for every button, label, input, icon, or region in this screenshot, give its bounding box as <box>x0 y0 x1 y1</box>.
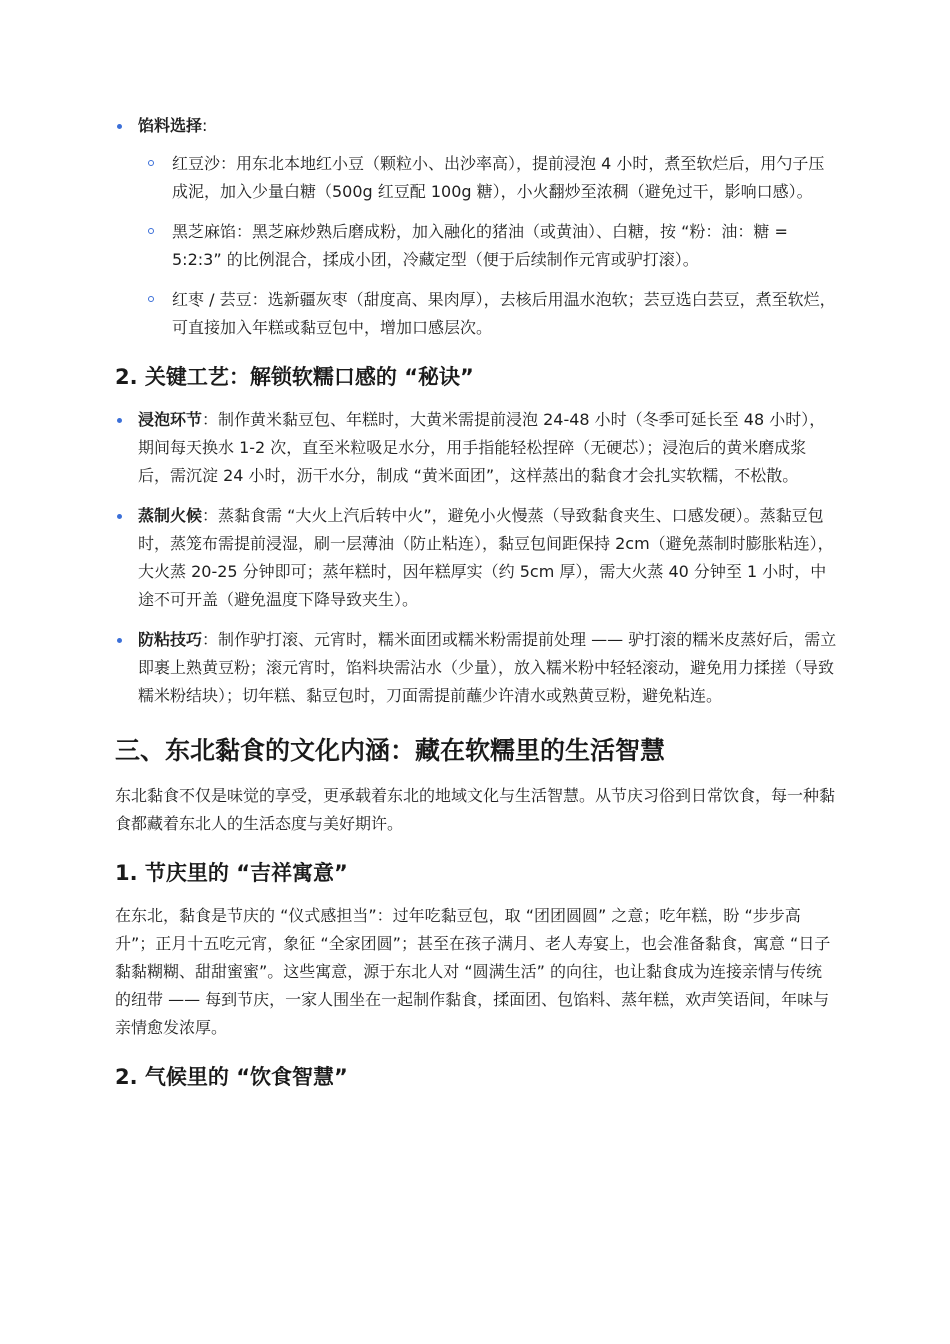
sub-item-black-sesame: 黑芝麻馅：黑芝麻炒熟后磨成粉，加入融化的猪油（或黄油）、白糖，按 “粉：油：糖 = 5:2:3” 的比例混合，揉成小团，冷藏定型（便于后续制作元宵或驴打滚）。 <box>138 218 837 274</box>
climate-heading: 2. 气候里的 “饮食智慧” <box>115 1065 348 1089</box>
section2-heading: 2. 关键工艺：解锁软糯口感的 “秘诀” <box>115 365 474 389</box>
anti-stick-text: ：制作驴打滚、元宵时，糯米面团或糯米粉需提前处理 —— 驴打滚的糯米皮蒸好后，需立即裹上熟黄豆粉；滚元宵时，馅料块需沾水（少量），放入糯米粉中轻轻滚动，避免用力揉搓（导致糯米粉结块）；切年糕、黏豆包时，刀面需提前蘸少许清水或熟黄豆粉，避免粘连。 <box>138 630 837 705</box>
filling-title: 馅料选择 <box>138 116 203 135</box>
soaking-lead: 浸泡环节 <box>138 410 203 429</box>
filling-sub-list <box>138 150 837 342</box>
festival-paragraph: 在东北，黏食是节庆的 “仪式感担当”：过年吃黏豆包，取 “团团圆圆” 之意；吃年糕，盼 “步步高升”；正月十五吃元宵，象征 “全家团圆”；甚至在孩子满月、老人寿宴上，也会准备黏食，寓意 “日子黏黏糊糊、甜甜蜜蜜”。这些寓意，源于东北人对 “圆满生活” 的向往，也让黏食成为连接亲情与传统的纽带 —— 每到节庆，一家人围坐在一起制作黏食，揉面团、包馅料、蒸年糕，欢声笑语间，年味与亲情愈发浓厚。 <box>115 906 831 1037</box>
sub-item-jujube-bean: 红枣 / 芸豆：选新疆灰枣（甜度高、果肉厚），去核后用温水泡软；芸豆选白芸豆，煮至软烂，可直接加入年糕或黏豆包中，增加口感层次。 <box>138 286 837 342</box>
soaking-text: ：制作黄米黏豆包、年糕时，大黄米需提前浸泡 24-48 小时（冬季可延长至 48 小时），期间每天换水 1-2 次，直至米粒吸足水分，用手指能轻松捏碎（无硬芯）；浸泡后的黄米磨成浆后，需沉淀 24 小时，沥干水分，制成 “黄米面团”，这样蒸出的黏食才会扎实软糯，不松散。 <box>138 410 826 485</box>
list-item-steaming <box>115 502 837 614</box>
filling-colon: : <box>202 116 208 135</box>
festival-heading: 1. 节庆里的 “吉祥寓意” <box>115 861 348 885</box>
steaming-lead: 蒸制火候 <box>138 506 203 525</box>
list-item-anti-stick <box>115 626 837 710</box>
document-page <box>115 112 837 1106</box>
sub-item-red-bean: 红豆沙：用东北本地红小豆（颗粒小、出沙率高），提前浸泡 4 小时，煮至软烂后，用勺子压成泥，加入少量白糖（500g 红豆配 100g 糖），小火翻炒至浓稠（避免过干，影响口感）。 <box>138 150 837 206</box>
steaming-text: ：蒸黏食需 “大火上汽后转中火”，避免小火慢蒸（导致黏食夹生、口感发硬）。蒸黏豆包时，蒸笼布需提前浸湿，刷一层薄油（防止粘连），黏豆包间距保持 2cm（避免蒸制时膨胀粘连），大火蒸 20-25 分钟即可；蒸年糕时，因年糕厚实（约 5cm 厚），需大火蒸 40 分钟至 1 小时，中途不可开盖（避免温度下降导致夹生）。 <box>138 506 834 609</box>
filling-list <box>115 112 837 342</box>
list-item-filling <box>115 112 837 342</box>
anti-stick-lead: 防粘技巧 <box>138 630 203 649</box>
section3-heading: 三、东北黏食的文化内涵：藏在软糯里的生活智慧 <box>115 736 666 765</box>
process-list <box>115 406 837 710</box>
list-item-soaking <box>115 406 837 490</box>
section3-intro: 东北黏食不仅是味觉的享受，更承载着东北的地域文化与生活智慧。从节庆习俗到日常饮食，每一种黏食都藏着东北人的生活态度与美好期许。 <box>115 786 836 833</box>
